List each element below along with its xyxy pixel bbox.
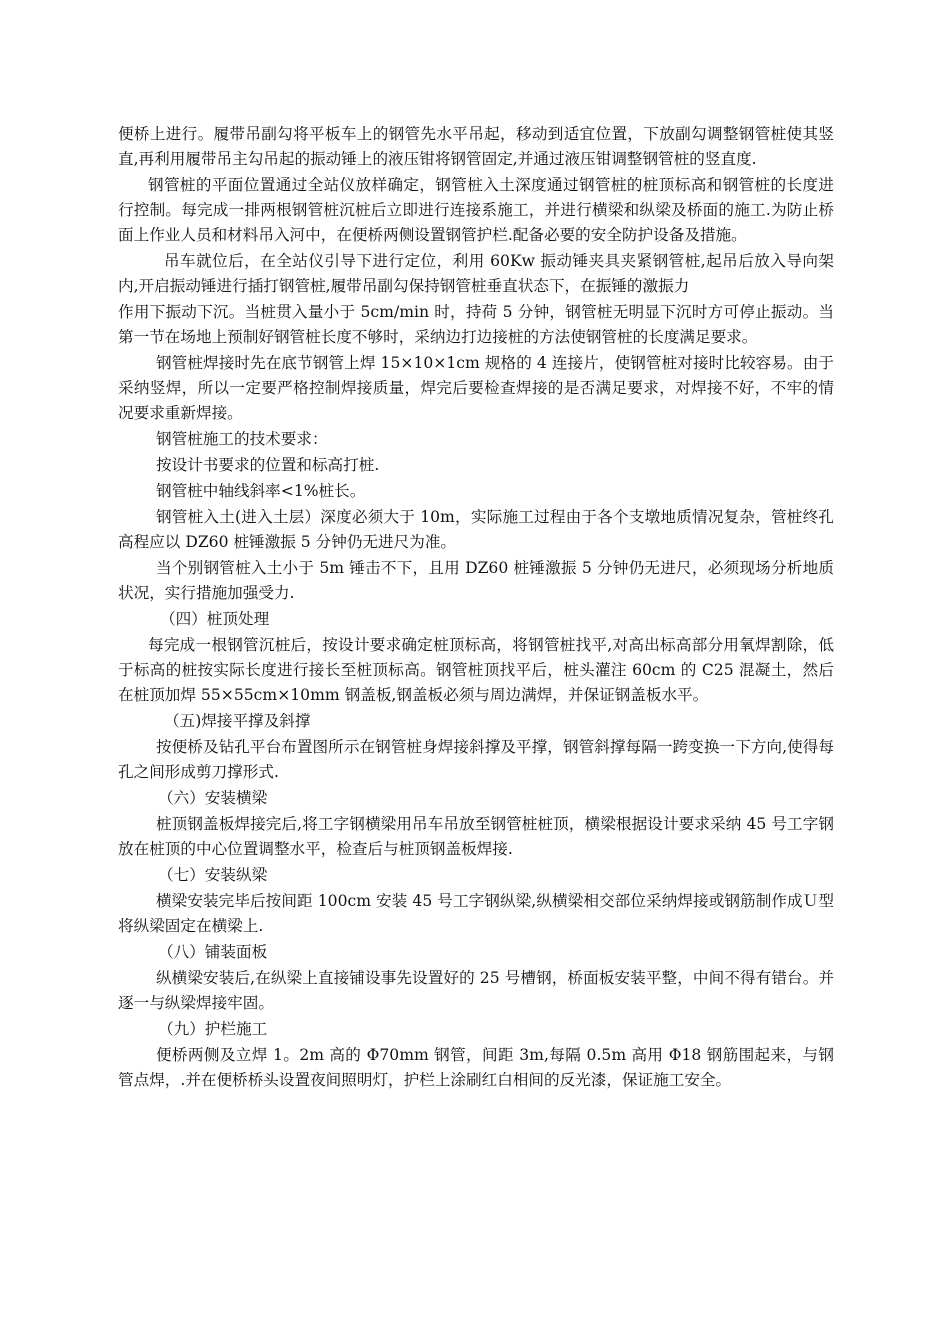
paragraph-guardrail: 便桥两侧及立焊 1。2m 高的 Φ70mm 钢管，间距 3m,每隔 0.5m 高用 Φ18 钢筋围起来，与钢管点焊，.并在便桥桥头设置夜间照明灯，护栏上涂刷红白相间的反光漆，保证施工安全。: [118, 1046, 834, 1089]
paragraph-crossbeam: 桩顶钢盖板焊接完后,将工字钢横梁用吊车吊放至钢管桩桩顶，横梁根据设计要求采纳 45 号工字钢放在桩顶的中心位置调整水平，检查后与桩顶钢盖板焊接.: [118, 815, 834, 858]
heading-section-4: （四）桩顶处理: [160, 610, 270, 628]
paragraph-vibration-hammer: 吊车就位后，在全站仪引导下进行定位，利用 60Kw 振动锤夹具夹紧钢管桩,起吊后放入导向架内,开启振动锤进行插打钢管桩,履带吊副勾保持钢管桩垂直状态下，在振锤的激振力: [118, 252, 834, 295]
paragraph-requirement-exception: 当个别钢管桩入土小于 5m 锤击不下，且用 DZ60 桩锤激振 5 分钟仍无进尺，必须现场分析地质状况，实行措施加强受力.: [118, 559, 834, 602]
paragraph-longitudinal-beam: 横梁安装完毕后按间距 100cm 安装 45 号工字钢纵梁,纵横梁相交部位采纳焊接或钢筋制作成Ｕ型将纵梁固定在横梁上.: [118, 892, 834, 935]
paragraph-technical-requirements-title: 钢管桩施工的技术要求：: [156, 430, 328, 448]
heading-section-5: （五)焊接平撑及斜撑: [164, 712, 311, 730]
paragraph-requirement-depth: 钢管桩入土(进入土层）深度必须大于 10m，实际施工过程由于各个支墩地质情况复杂，管桩终孔高程应以 DZ60 桩锤激振 5 分钟仍无进尺为准。: [118, 508, 834, 551]
document-page: [118, 122, 834, 1094]
paragraph-crane-lifting: 便桥上进行。履带吊副勾将平板车上的钢管先水平吊起，移动到适宜位置，下放副勾调整钢管桩使其竖直,再利用履带吊主勾吊起的振动锤上的液压钳将钢管固定,并通过液压钳调整钢管桩的竖直度.: [118, 125, 834, 168]
paragraph-requirement-slope: 钢管桩中轴线斜率<1%桩长。: [156, 482, 366, 500]
paragraph-deck-panel: 纵横梁安装后,在纵梁上直接铺设事先设置好的 25 号槽钢，桥面板安装平整，中间不得有错台。并逐一与纵梁焊接牢固。: [118, 969, 834, 1012]
paragraph-bracing: 按便桥及钻孔平台布置图所示在钢管桩身焊接斜撑及平撑，钢管斜撑每隔一跨变换一下方向,使得每孔之间形成剪刀撑形式.: [118, 738, 834, 781]
paragraph-pile-positioning: 钢管桩的平面位置通过全站仪放样确定，钢管桩入土深度通过钢管桩的桩顶标高和钢管桩的长度进行控制。每完成一排两根钢管桩沉桩后立即进行连接系施工，并进行横梁和纵梁及桥面的施工.为防止桥面上作业人员和材料吊入河中，在便桥两侧设置钢管护栏.配备必要的安全防护设备及措施。: [118, 176, 834, 244]
heading-section-9: （九）护栏施工: [158, 1020, 268, 1038]
paragraph-pile-top-treatment: 每完成一根钢管沉桩后，按设计要求确定桩顶标高，将钢管桩找平,对高出标高部分用氧焊割除，低于标高的桩按实际长度进行接长至桩顶标高。钢管桩顶找平后，桩头灌注 60cm 的 C25 混凝土，然后在桩顶加焊 55×55cm×10mm 钢盖板,钢盖板必须与周边满焊，并保证钢盖板水平。: [118, 636, 834, 704]
heading-section-8: （八）铺装面板: [158, 943, 268, 961]
paragraph-pile-welding: 钢管桩焊接时先在底节钢管上焊 15×10×1cm 规格的 4 连接片，使钢管桩对接时比较容易。由于采纳竖焊，所以一定要严格控制焊接质量，焊完后要检查焊接的是否满足要求，对焊接不好，不牢的情况要求重新焊接。: [118, 354, 834, 422]
paragraph-requirement-position: 按设计书要求的位置和标高打桩.: [156, 456, 380, 474]
heading-section-6: （六）安装横梁: [158, 789, 268, 807]
paragraph-sinking: 作用下振动下沉。当桩贯入量小于 5cm/min 时，持荷 5 分钟，钢管桩无明显下沉时方可停止振动。当第一节在场地上预制好钢管桩长度不够时，采纳边打边接桩的方法使钢管桩的长度满足要求。: [118, 303, 834, 346]
heading-section-7: （七）安装纵梁: [158, 866, 268, 884]
